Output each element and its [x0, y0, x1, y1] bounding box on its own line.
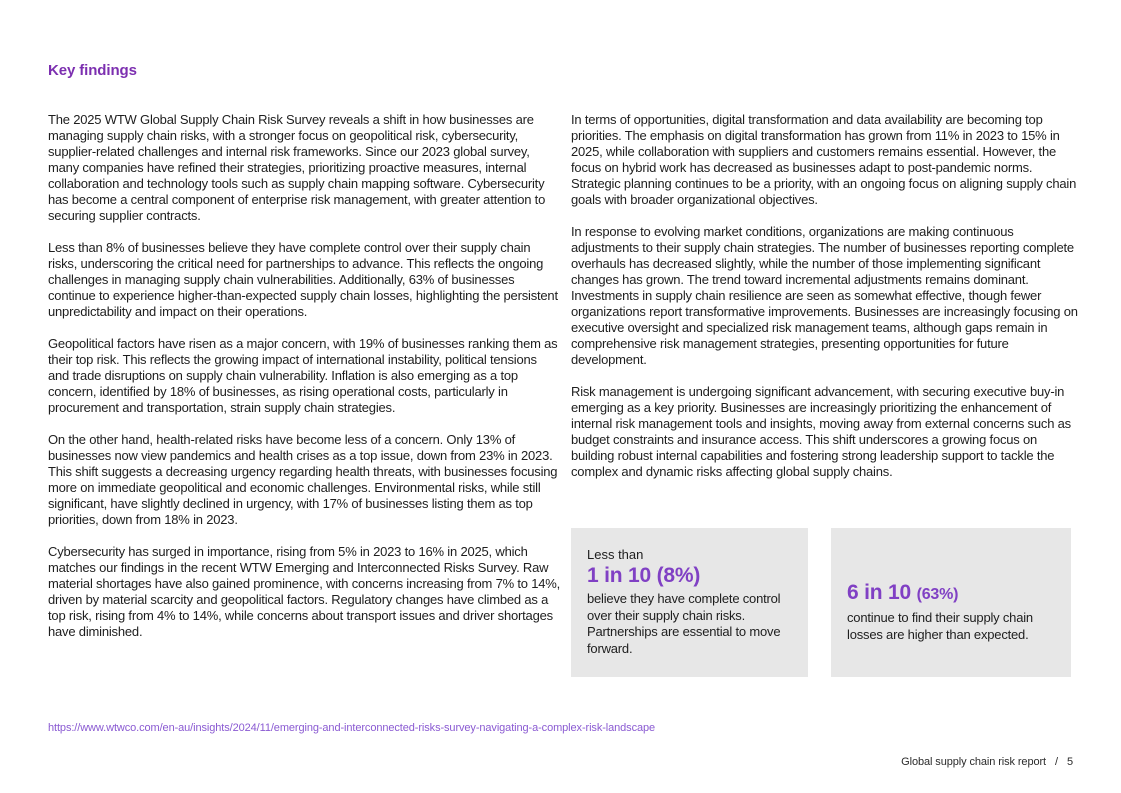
body-paragraph: The 2025 WTW Global Supply Chain Risk Survey reveals a shift in how businesses are managing supply chain risks, with a stronger focus on geopolitical risk, cybersecurity, supplier-related challenges and internal risk frameworks. Since our 2023 global survey, many companies have refined their strategies, prioritizing proactive measures, internal collaboration and technology tools such as supply chain mapping software. Cybersecurity has become a central component of enterprise risk management, with greater attention to securing supplier contracts.: [48, 112, 546, 223]
callout-prefix: Less than: [587, 547, 644, 562]
page-title: Key findings: [48, 62, 137, 79]
body-paragraph: In response to evolving market conditions, organizations are making continuous adjustments to their supply chain strategies. The number of businesses reporting complete overhauls has decreased slightly, while the number of those implementing significant changes has grown. The trend toward incremental adjustments remains dominant. Investments in supply chain resilience are seen as somewhat effective, though fewer organizations report transformative improvements. Businesses are increasingly focusing on executive oversight and specialized risk management teams, although gaps remain in comprehensive risk management strategies, presenting opportunities for future development.: [571, 224, 1078, 367]
body-paragraph: Geopolitical factors have risen as a major concern, with 19% of businesses ranking them as their top risk. This reflects the growing impact of international instability, political tensions and trade disruptions on supply chain vulnerability. Inflation is also emerging as a top concern, identified by 18% of businesses, as rising operational costs, particularly in procurement and transportation, strain supply chain strategies.: [48, 336, 558, 415]
callout-box-6-in-10: [831, 528, 1071, 677]
page-footer: [901, 756, 1073, 768]
callout-body: continue to find their supply chain losses are higher than expected.: [847, 610, 1033, 642]
body-paragraph: On the other hand, health-related risks have become less of a concern. Only 13% of businesses now view pandemics and health crises as a top issue, down from 23% in 2023. This shift suggests a decreasing urgency regarding health threats, with businesses focusing more on immediate geopolitical and economic challenges. Environmental risks, while still significant, have slightly declined in urgency, with 17% of businesses listing them as top priorities, down from 18% in 2023.: [48, 432, 558, 527]
body-paragraph: Cybersecurity has surged in importance, rising from 5% in 2023 to 16% in 2025, which matches our findings in the recent WTW Emerging and Interconnected Risks Survey. Raw material shortages have also gained prominence, with concerns increasing from 7% to 14%, driven by material scarcity and geopolitical factors. Regulatory changes have climbed as a top risk, rising from 4% to 14%, while concerns about transport issues and driver shortages have diminished.: [48, 544, 561, 639]
right-column: [571, 112, 1080, 496]
body-paragraph: In terms of opportunities, digital transformation and data availability are becoming top priorities. The emphasis on digital transformation has grown from 11% in 2023 to 15% in 2025, while collaboration with suppliers and customers remains essential. However, the focus on hybrid work has decreased as businesses adapt to post-pandemic norms. Strategic planning continues to be a priority, with an ongoing focus on aligning supply chain goals with broader organizational objectives.: [571, 112, 1077, 207]
callout-body: believe they have complete control over their supply chain risks. Partnerships are essential to move forward.: [587, 591, 781, 656]
callout-stat: 1 in 10 (8%): [587, 564, 701, 587]
callout-box-1-in-10: [571, 528, 808, 677]
callout-stat-paren: (63%): [916, 586, 959, 603]
callout-stat: [847, 580, 1055, 608]
footer-report-title: Global supply chain risk report: [901, 756, 1046, 768]
body-paragraph: Risk management is undergoing significant advancement, with securing executive buy-in emerging as a key priority. Businesses are increasingly prioritizing the enhancement of internal risk management tools and insights, moving away from external concerns such as budget constraints and insurance access. This shift underscores a growing focus on building robust internal capabilities and fostering strong leadership support to tackle the complex and dynamic risks affecting global supply chains.: [571, 384, 1071, 479]
footer-page-number: 5: [1066, 756, 1073, 768]
left-column: [48, 112, 561, 656]
footer-separator: /: [1055, 756, 1058, 768]
body-paragraph: Less than 8% of businesses believe they have complete control over their supply chain risks, underscoring the critical need for partnerships to advance. This reflects the ongoing challenges in managing supply chain vulnerabilities. Additionally, 63% of businesses continue to experience higher-than-expected supply chain losses, highlighting the persistent unpredictability and impact on their operations.: [48, 240, 558, 319]
callout-stat-main: 6 in 10: [847, 581, 911, 604]
source-url-link[interactable]: https://www.wtwco.com/en-au/insights/2024/11/emerging-and-interconnected-risks-survey-navigating-a-complex-risk-landscape: [48, 722, 656, 734]
